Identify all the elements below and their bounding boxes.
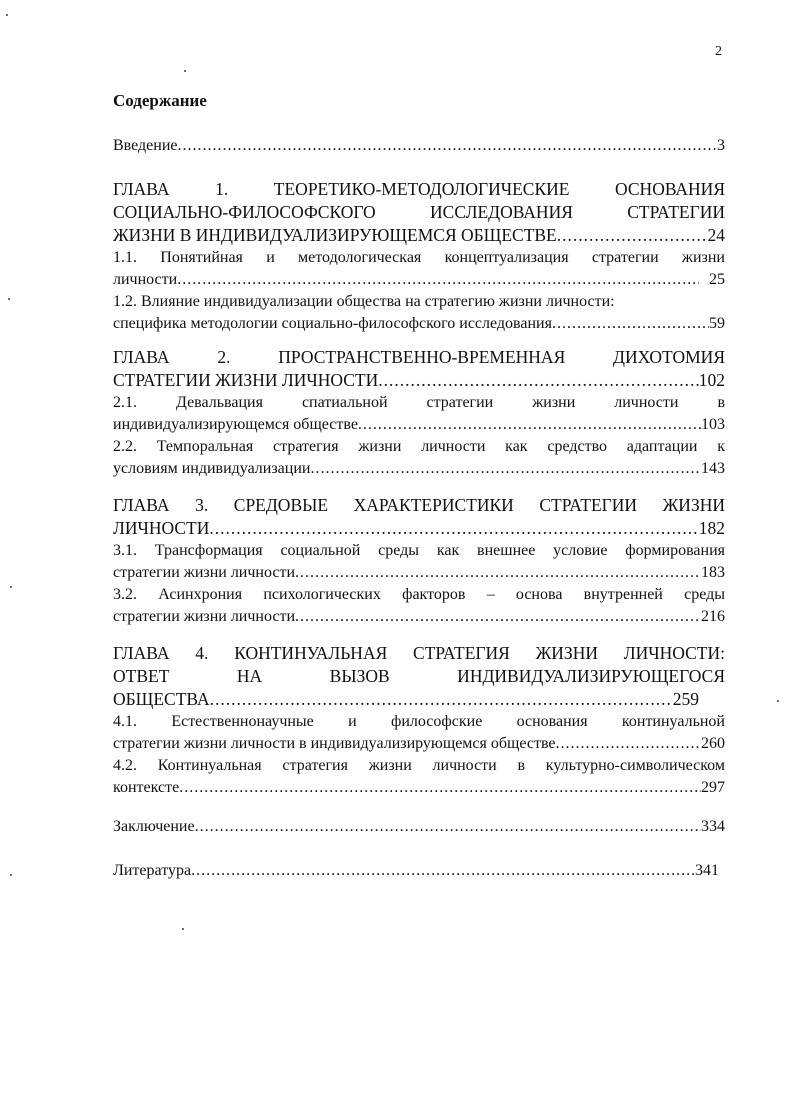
scan-speck <box>10 586 12 588</box>
entry-text: индивидуализирующемся обществе <box>113 416 358 433</box>
section-text: 3.2. Асинхрония психологических факторов – основа внутренней среды <box>113 586 725 603</box>
toc-intro <box>113 135 725 157</box>
section-text: 1.2. Влияние индивидуализации общества на стратегию жизни личности: <box>113 293 615 310</box>
leader-dots <box>178 135 718 157</box>
leader-dots <box>556 733 702 755</box>
scan-speck <box>6 14 8 16</box>
section-text: 4.1. Естественнонаучные и философские основания континуальной <box>113 713 725 730</box>
toc-entry <box>113 606 725 628</box>
leader-dots <box>191 860 695 882</box>
toc-entry <box>113 313 725 335</box>
toc-entry <box>113 414 725 436</box>
chapter-heading: ГЛАВА 2. ПРОСТРАНСТВЕННО-ВРЕМЕННАЯ ДИХОТОМИЯ <box>113 347 725 367</box>
entry-text: специфика методологии социально-философского исследования <box>113 315 552 332</box>
toc-chapter-3 <box>113 494 725 628</box>
leader-dots <box>310 458 701 480</box>
entry-page: 102 <box>698 370 725 390</box>
entry-text: СТРАТЕГИИ ЖИЗНИ ЛИЧНОСТИ <box>113 370 379 390</box>
leader-dots <box>378 369 699 392</box>
entry-text: контексте <box>113 779 180 796</box>
entry-page: 216 <box>701 608 725 625</box>
leader-dots <box>358 414 701 436</box>
toc-entry <box>113 135 725 157</box>
section-text: 4.2. Континуальная стратегия жизни личности в культурно-символическом <box>113 757 725 774</box>
toc-entry <box>113 224 725 247</box>
entry-page: 183 <box>701 564 725 581</box>
scan-speck <box>184 70 186 72</box>
chapter-heading: СОЦИАЛЬНО-ФИЛОСОФСКОГО ИССЛЕДОВАНИЯ СТРАТЕГИИ <box>113 202 725 222</box>
entry-page: 59 <box>709 315 725 332</box>
entry-page: 260 <box>701 735 725 752</box>
chapter-heading: ГЛАВА 4. КОНТИНУАЛЬНАЯ СТРАТЕГИЯ ЖИЗНИ ЛИЧНОСТИ: <box>113 643 725 663</box>
toc-chapter-4 <box>113 642 725 799</box>
entry-page: 103 <box>701 416 725 433</box>
entry-text: Введение <box>113 137 178 154</box>
leader-dots <box>209 517 698 540</box>
entry-page: 143 <box>701 460 725 477</box>
scan-speck <box>182 928 184 930</box>
toc-entry <box>113 733 725 755</box>
toc-entry <box>113 688 725 711</box>
toc-chapter-2 <box>113 346 725 480</box>
toc-entry <box>113 269 725 291</box>
entry-page: 25 <box>709 271 725 288</box>
toc-entry <box>113 517 725 540</box>
entry-text: Заключение <box>113 818 195 835</box>
section-text: 1.1. Понятийная и методологическая концептуализация стратегии жизни <box>113 249 725 266</box>
leader-dots <box>557 224 708 247</box>
leader-dots <box>552 313 709 335</box>
toc-entry <box>113 369 725 392</box>
leader-dots <box>195 816 701 838</box>
entry-page: 24 <box>707 225 725 245</box>
section-text: 2.1. Девальвация спатиальной стратегии жизни личности в <box>113 394 725 411</box>
toc-entry <box>113 816 725 838</box>
entry-text: личности <box>113 271 178 288</box>
entry-page: 259 <box>672 689 699 709</box>
entry-text: Литература <box>113 862 192 879</box>
entry-page: 182 <box>698 518 725 538</box>
scan-speck <box>8 298 10 300</box>
section-text: 2.2. Темпоральная стратегия жизни личности как средство адаптации к <box>113 438 725 455</box>
leader-dots <box>179 777 701 799</box>
leader-dots <box>210 688 673 711</box>
section-text: 3.1. Трансформация социальной среды как внешнее условие формирования <box>113 542 725 559</box>
toc-conclusion <box>113 816 725 838</box>
entry-page: 341 <box>695 862 719 879</box>
toc-entry <box>113 860 719 882</box>
leader-dots <box>295 562 701 584</box>
leader-dots <box>177 269 699 291</box>
scan-speck <box>10 874 12 876</box>
entry-text: стратегии жизни личности <box>113 564 296 581</box>
entry-page: 334 <box>701 818 725 835</box>
entry-text: условиям индивидуализации <box>113 460 311 477</box>
entry-text: ЛИЧНОСТИ <box>113 518 210 538</box>
chapter-heading: ОТВЕТ НА ВЫЗОВ ИНДИВИДУАЛИЗИРУЮЩЕГОСЯ <box>113 666 725 686</box>
chapter-heading: ГЛАВА 3. СРЕДОВЫЕ ХАРАКТЕРИСТИКИ СТРАТЕГИИ ЖИЗНИ <box>113 495 725 515</box>
entry-text: ЖИЗНИ В ИНДИВИДУАЛИЗИРУЮЩЕМСЯ ОБЩЕСТВЕ <box>113 225 557 245</box>
chapter-heading: ГЛАВА 1. ТЕОРЕТИКО-МЕТОДОЛОГИЧЕСКИЕ ОСНОВАНИЯ <box>113 179 725 199</box>
entry-text: стратегии жизни личности в индивидуализирующемся обществе <box>113 735 556 752</box>
scan-speck <box>777 700 779 702</box>
toc-entry <box>113 777 725 799</box>
leader-dots <box>295 606 701 628</box>
toc-entry <box>113 458 725 480</box>
entry-text: ОБЩЕСТВА <box>113 689 210 709</box>
page-number: 2 <box>715 44 722 59</box>
toc-chapter-1 <box>113 178 725 335</box>
toc-entry <box>113 562 725 584</box>
entry-text: стратегии жизни личности <box>113 608 296 625</box>
toc-title: Содержание <box>113 91 207 110</box>
toc-literature <box>113 860 719 882</box>
entry-page: 297 <box>701 779 725 796</box>
entry-page: 3 <box>717 137 725 154</box>
